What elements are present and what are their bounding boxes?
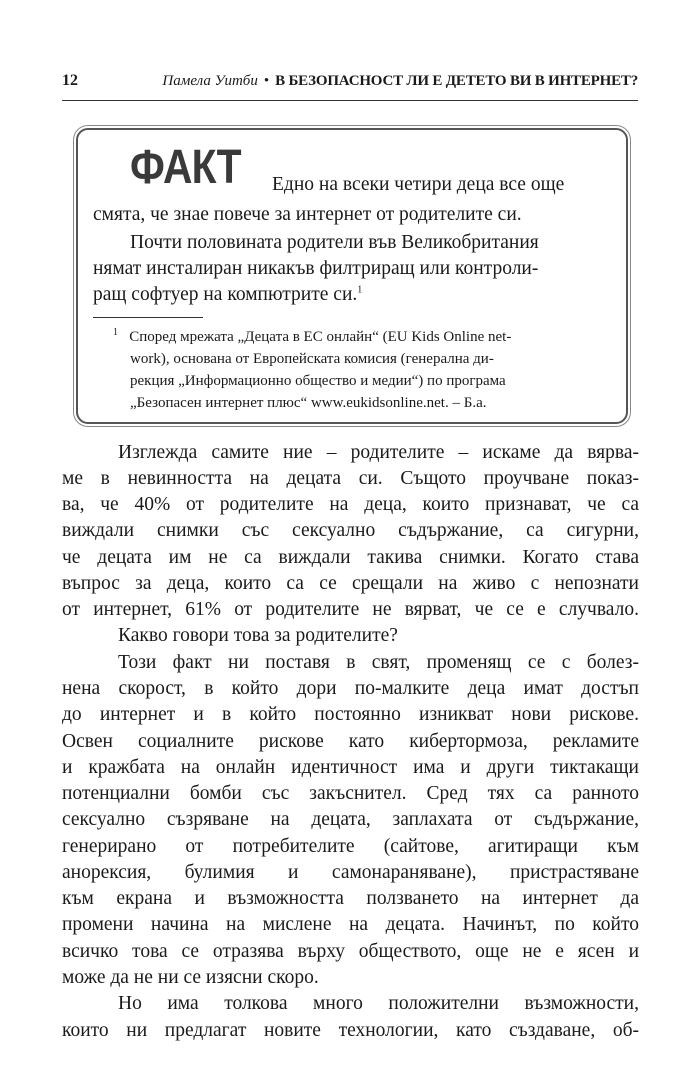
fact-line: нямат инсталиран никакъв филтриращ или контроли- <box>93 258 539 279</box>
page-header <box>62 72 638 96</box>
body-line: че децата им не са виждали такива снимки. Когато става <box>62 547 639 568</box>
footnote-line <box>113 327 511 348</box>
body-line: може да не ни се изясни скоро. <box>62 967 319 988</box>
fact-title: ФАКТ <box>130 141 241 194</box>
body-line: ме в невинността на децата си. Същото проучване показ- <box>62 468 639 489</box>
body-line: промени начина на мислене на децата. Начинът, по който <box>62 914 639 935</box>
body-line: ва, че 40% от родителите на деца, които признават, че са <box>62 494 639 515</box>
footnote-reference: 1 <box>357 284 363 296</box>
page-number: 12 <box>62 72 78 89</box>
running-head <box>162 73 638 90</box>
book-title: В БЕЗОПАСНОСТ ЛИ Е ДЕТЕТО ВИ В ИНТЕРНЕТ? <box>275 73 638 89</box>
body-line: Изглежда самите ние – родителите – искаме да вярва- <box>118 442 639 463</box>
body-line: Този факт ни поставя в свят, променящ се с болез- <box>118 652 639 673</box>
footnote-text: Според мрежата „Децата в ЕС онлайн“ (EU Kids Online net- <box>129 329 512 345</box>
body-line: Какво говори това за родителите? <box>118 625 398 646</box>
body-line: към екрана и възможността ползването на интернет да <box>62 888 639 909</box>
body-line: генерирано от потребителите (сайтове, агитиращи към <box>62 836 639 857</box>
fact-line: Едно на всеки четири деца все още <box>272 174 565 195</box>
fact-line-text: ращ софтуер на компютрите си. <box>93 284 358 305</box>
body-line: виждали снимки със сексуално съдържание, са сигурни, <box>62 520 639 541</box>
body-line: въпрос за деца, които са се срещали на живо с непознати <box>62 573 639 594</box>
footnote-rule <box>93 317 203 318</box>
body-line: Но има толкова много положителни възможности, <box>118 993 639 1014</box>
header-rule <box>62 100 638 101</box>
body-line: и кражбата на онлайн идентичност има и други тиктакащи <box>62 757 639 778</box>
author-name: Памела Уитби <box>162 73 258 89</box>
body-line: всичко това се отразява върху обществото, още не е ясен и <box>62 941 639 962</box>
header-separator: • <box>263 73 270 89</box>
fact-line: смята, че знае повече за интернет от родителите си. <box>93 204 522 225</box>
footnote-line: work), основана от Европейската комисия (генерална ди- <box>130 351 494 367</box>
fact-line: Почти половината родители във Великобритания <box>130 232 539 253</box>
body-line: които ни предлагат новите технологии, като създаване, об- <box>62 1020 639 1041</box>
body-line: до интернет и в който постоянно изникват нови рискове. <box>62 704 639 725</box>
body-line: нена скорост, в който дори по-малките деца имат достъп <box>62 678 639 699</box>
fact-line <box>93 282 362 308</box>
footnote-marker: 1 <box>113 327 118 338</box>
body-line: потенциални бомби със закъснител. Сред тях са ранното <box>62 783 639 804</box>
body-line: Освен социалните рискове като кибертормоза, рекламите <box>62 731 639 752</box>
footnote-line: рекция „Информационно общество и медии“) по програма <box>130 373 506 389</box>
footnote-line: „Безопасен интернет плюс“ www.eukidsonline.net. – Б.а. <box>130 395 487 411</box>
body-line: анорексия, булимия и самонараняване), пристрастяване <box>62 862 639 883</box>
body-line: сексуално съзряване на децата, заплахата от съдържание, <box>62 809 639 830</box>
body-line: от интернет, 61% от родителите не вярват, че се е случвало. <box>62 599 639 620</box>
